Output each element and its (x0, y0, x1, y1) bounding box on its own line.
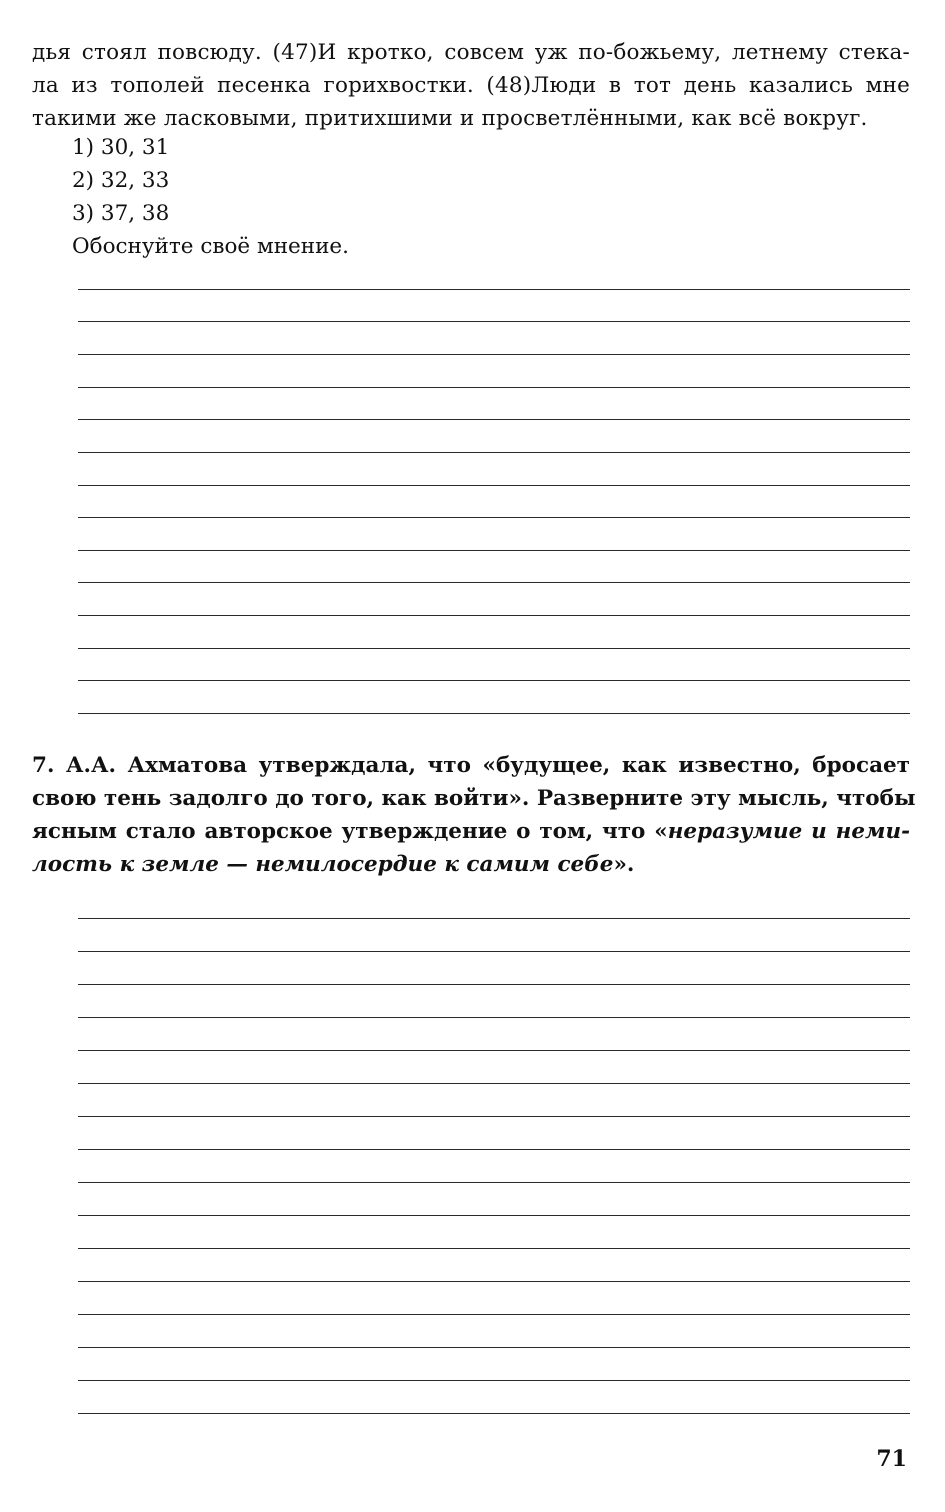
passage-line: такими же ласковыми, притихшими и просветлёнными, как всё вокруг. (32, 106, 868, 131)
passage-line: дья стоял повсюду. (47)И кротко, совсем уж по-божьему, летнему стека- (32, 40, 910, 65)
answer-line (78, 550, 910, 551)
answer-line (78, 1347, 910, 1348)
quote-mark: « (654, 819, 668, 844)
answer-line (78, 354, 910, 355)
answer-line (78, 951, 910, 952)
task-line (32, 815, 910, 848)
answer-line (78, 1380, 910, 1381)
option-2: 2) 32, 33 (72, 168, 170, 193)
prompt-justify: Обоснуйте своё мнение. (72, 234, 349, 259)
answer-line (78, 1182, 910, 1183)
passage-text (32, 36, 910, 135)
task-7 (32, 749, 916, 881)
answer-line (78, 1248, 910, 1249)
answer-line (78, 321, 910, 322)
answer-line (78, 918, 910, 919)
task-line: свою тень задолго до того, как войти». Разверните эту мысль, чтобы (32, 786, 916, 811)
answer-line (78, 984, 910, 985)
passage-line: ла из тополей песенка горихвостки. (48)Люди в тот день казались мне (32, 73, 910, 98)
answer-line (78, 1314, 910, 1315)
option-1: 1) 30, 31 (72, 135, 170, 160)
answer-line (78, 1083, 910, 1084)
answer-line (78, 1281, 910, 1282)
answer-line (78, 1149, 910, 1150)
answer-line (78, 289, 910, 290)
answer-line (78, 615, 910, 616)
answer-line (78, 713, 910, 714)
answer-line (78, 452, 910, 453)
answer-line (78, 485, 910, 486)
answer-line (78, 1116, 910, 1117)
quote-italic: неразумие и неми- (667, 819, 910, 844)
answer-line (78, 1413, 910, 1414)
quote-end: ». (613, 852, 635, 877)
option-3: 3) 37, 38 (72, 201, 170, 226)
page-number: 71 (876, 1446, 907, 1472)
answer-line (78, 1050, 910, 1051)
answer-line (78, 419, 910, 420)
answer-line (78, 1017, 910, 1018)
task-text: ясным стало авторское утверждение о том, что (32, 819, 655, 844)
answer-line (78, 648, 910, 649)
quote-italic: лость к земле — немилосердие к самим себе (32, 852, 614, 877)
answer-line (78, 680, 910, 681)
answer-line (78, 517, 910, 518)
answer-line (78, 582, 910, 583)
task-line: 7. А.А. Ахматова утверждала, что «будущее, как известно, бросает (32, 753, 910, 778)
task-line (32, 848, 910, 881)
answer-line (78, 387, 910, 388)
answer-line (78, 1215, 910, 1216)
